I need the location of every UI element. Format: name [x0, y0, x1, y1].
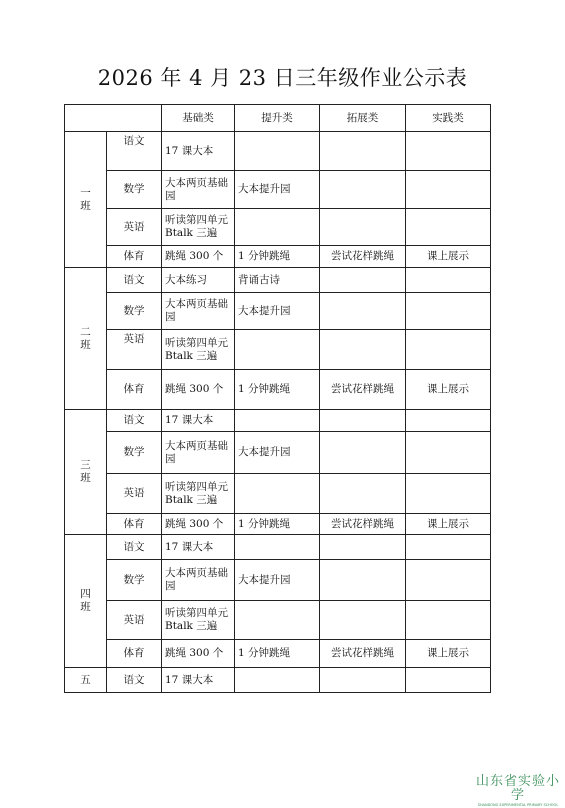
- extend-cell: [320, 171, 406, 209]
- advance-cell: [235, 410, 320, 432]
- page-title: 2026 年 4 月 23 日三年级作业公示表: [97, 66, 468, 90]
- practice-cell: 课上展示: [406, 640, 491, 668]
- table-row: [65, 668, 491, 693]
- practice-cell: [406, 293, 491, 330]
- extend-cell: [320, 132, 406, 171]
- basic-cell: 跳绳 300 个: [162, 370, 235, 410]
- basic-cell: 听读第四单元 Btalk 三遍: [162, 474, 235, 514]
- header-basic: 基础类: [162, 105, 235, 132]
- subject-cell: 英语: [107, 209, 162, 246]
- header-practice: 实践类: [406, 105, 491, 132]
- advance-cell: 1 分钟跳绳: [235, 246, 320, 268]
- class-label: 三 班: [65, 410, 107, 535]
- extend-cell: [320, 535, 406, 560]
- advance-cell: [235, 668, 320, 693]
- basic-cell: 听读第四单元 Btalk 三遍: [162, 330, 235, 370]
- extend-cell: [320, 474, 406, 514]
- practice-cell: [406, 330, 491, 370]
- header-row: [65, 105, 491, 132]
- extend-cell: [320, 668, 406, 693]
- subject-cell: 数学: [107, 293, 162, 330]
- advance-cell: 大本提升园: [235, 432, 320, 474]
- practice-cell: [406, 535, 491, 560]
- advance-cell: 大本提升园: [235, 560, 320, 601]
- extend-cell: [320, 432, 406, 474]
- table-row: [65, 293, 491, 330]
- advance-cell: [235, 330, 320, 370]
- basic-cell: 17 课大本: [162, 132, 235, 171]
- table-row: [65, 432, 491, 474]
- table-row: [65, 370, 491, 410]
- header-blank: [65, 105, 162, 132]
- advance-cell: 1 分钟跳绳: [235, 640, 320, 668]
- advance-cell: 大本提升园: [235, 171, 320, 209]
- practice-cell: [406, 668, 491, 693]
- practice-cell: 课上展示: [406, 246, 491, 268]
- table-row: [65, 601, 491, 640]
- practice-cell: 课上展示: [406, 370, 491, 410]
- subject-cell: 英语: [107, 601, 162, 640]
- table-row: [65, 330, 491, 370]
- advance-cell: [235, 209, 320, 246]
- extend-cell: 尝试花样跳绳: [320, 640, 406, 668]
- extend-cell: [320, 293, 406, 330]
- subject-cell: 数学: [107, 171, 162, 209]
- advance-cell: [235, 132, 320, 171]
- table-row: [65, 640, 491, 668]
- advance-cell: [235, 474, 320, 514]
- homework-table: [64, 104, 491, 693]
- subject-cell: 体育: [107, 640, 162, 668]
- school-logo-name: 山东省实验小学: [475, 774, 560, 803]
- school-logo-english: SHANDONG EXPERIMENTAL PRIMARY SCHOOL: [477, 803, 559, 807]
- table-row: [65, 132, 491, 171]
- practice-cell: [406, 132, 491, 171]
- subject-cell: 英语: [107, 474, 162, 514]
- extend-cell: [320, 601, 406, 640]
- basic-cell: 听读第四单元 Btalk 三遍: [162, 601, 235, 640]
- class-label: 二 班: [65, 268, 107, 410]
- subject-cell: 数学: [107, 432, 162, 474]
- subject-cell: 体育: [107, 246, 162, 268]
- basic-cell: 大本两页基础园: [162, 293, 235, 330]
- table-row: [65, 246, 491, 268]
- extend-cell: 尝试花样跳绳: [320, 514, 406, 535]
- subject-cell: 英语: [107, 330, 162, 370]
- header-extend: 拓展类: [320, 105, 406, 132]
- basic-cell: 听读第四单元 Btalk 三遍: [162, 209, 235, 246]
- extend-cell: [320, 560, 406, 601]
- practice-cell: [406, 560, 491, 601]
- subject-cell: 体育: [107, 370, 162, 410]
- basic-cell: 跳绳 300 个: [162, 246, 235, 268]
- practice-cell: [406, 410, 491, 432]
- extend-cell: [320, 330, 406, 370]
- advance-cell: [235, 535, 320, 560]
- basic-cell: 大本两页基础园: [162, 171, 235, 209]
- table-row: [65, 560, 491, 601]
- practice-cell: 课上展示: [406, 514, 491, 535]
- extend-cell: [320, 268, 406, 293]
- subject-cell: 语文: [107, 535, 162, 560]
- subject-cell: 语文: [107, 410, 162, 432]
- table-row: [65, 514, 491, 535]
- class-label: 一 班: [65, 132, 107, 268]
- subject-cell: 语文: [107, 668, 162, 693]
- extend-cell: [320, 209, 406, 246]
- subject-cell: 数学: [107, 560, 162, 601]
- extend-cell: [320, 410, 406, 432]
- basic-cell: 17 课大本: [162, 535, 235, 560]
- practice-cell: [406, 601, 491, 640]
- subject-cell: 体育: [107, 514, 162, 535]
- advance-cell: 背诵古诗: [235, 268, 320, 293]
- practice-cell: [406, 432, 491, 474]
- basic-cell: 大本两页基础园: [162, 560, 235, 601]
- advance-cell: 1 分钟跳绳: [235, 514, 320, 535]
- class-label: 四 班: [65, 535, 107, 668]
- table-row: [65, 474, 491, 514]
- practice-cell: [406, 268, 491, 293]
- advance-cell: [235, 601, 320, 640]
- practice-cell: [406, 474, 491, 514]
- class-label: 五: [65, 668, 107, 693]
- basic-cell: 大本两页基础园: [162, 432, 235, 474]
- extend-cell: 尝试花样跳绳: [320, 370, 406, 410]
- extend-cell: 尝试花样跳绳: [320, 246, 406, 268]
- subject-cell: 语文: [107, 268, 162, 293]
- basic-cell: 大本练习: [162, 268, 235, 293]
- header-advance: 提升类: [235, 105, 320, 132]
- basic-cell: 17 课大本: [162, 668, 235, 693]
- table-row: [65, 535, 491, 560]
- table-row: [65, 410, 491, 432]
- basic-cell: 跳绳 300 个: [162, 514, 235, 535]
- basic-cell: 跳绳 300 个: [162, 640, 235, 668]
- subject-cell: 语文: [107, 132, 162, 171]
- table-row: [65, 171, 491, 209]
- practice-cell: [406, 171, 491, 209]
- basic-cell: 17 课大本: [162, 410, 235, 432]
- advance-cell: 1 分钟跳绳: [235, 370, 320, 410]
- advance-cell: 大本提升园: [235, 293, 320, 330]
- table-row: [65, 209, 491, 246]
- table-row: [65, 268, 491, 293]
- school-logo: [472, 775, 564, 808]
- practice-cell: [406, 209, 491, 246]
